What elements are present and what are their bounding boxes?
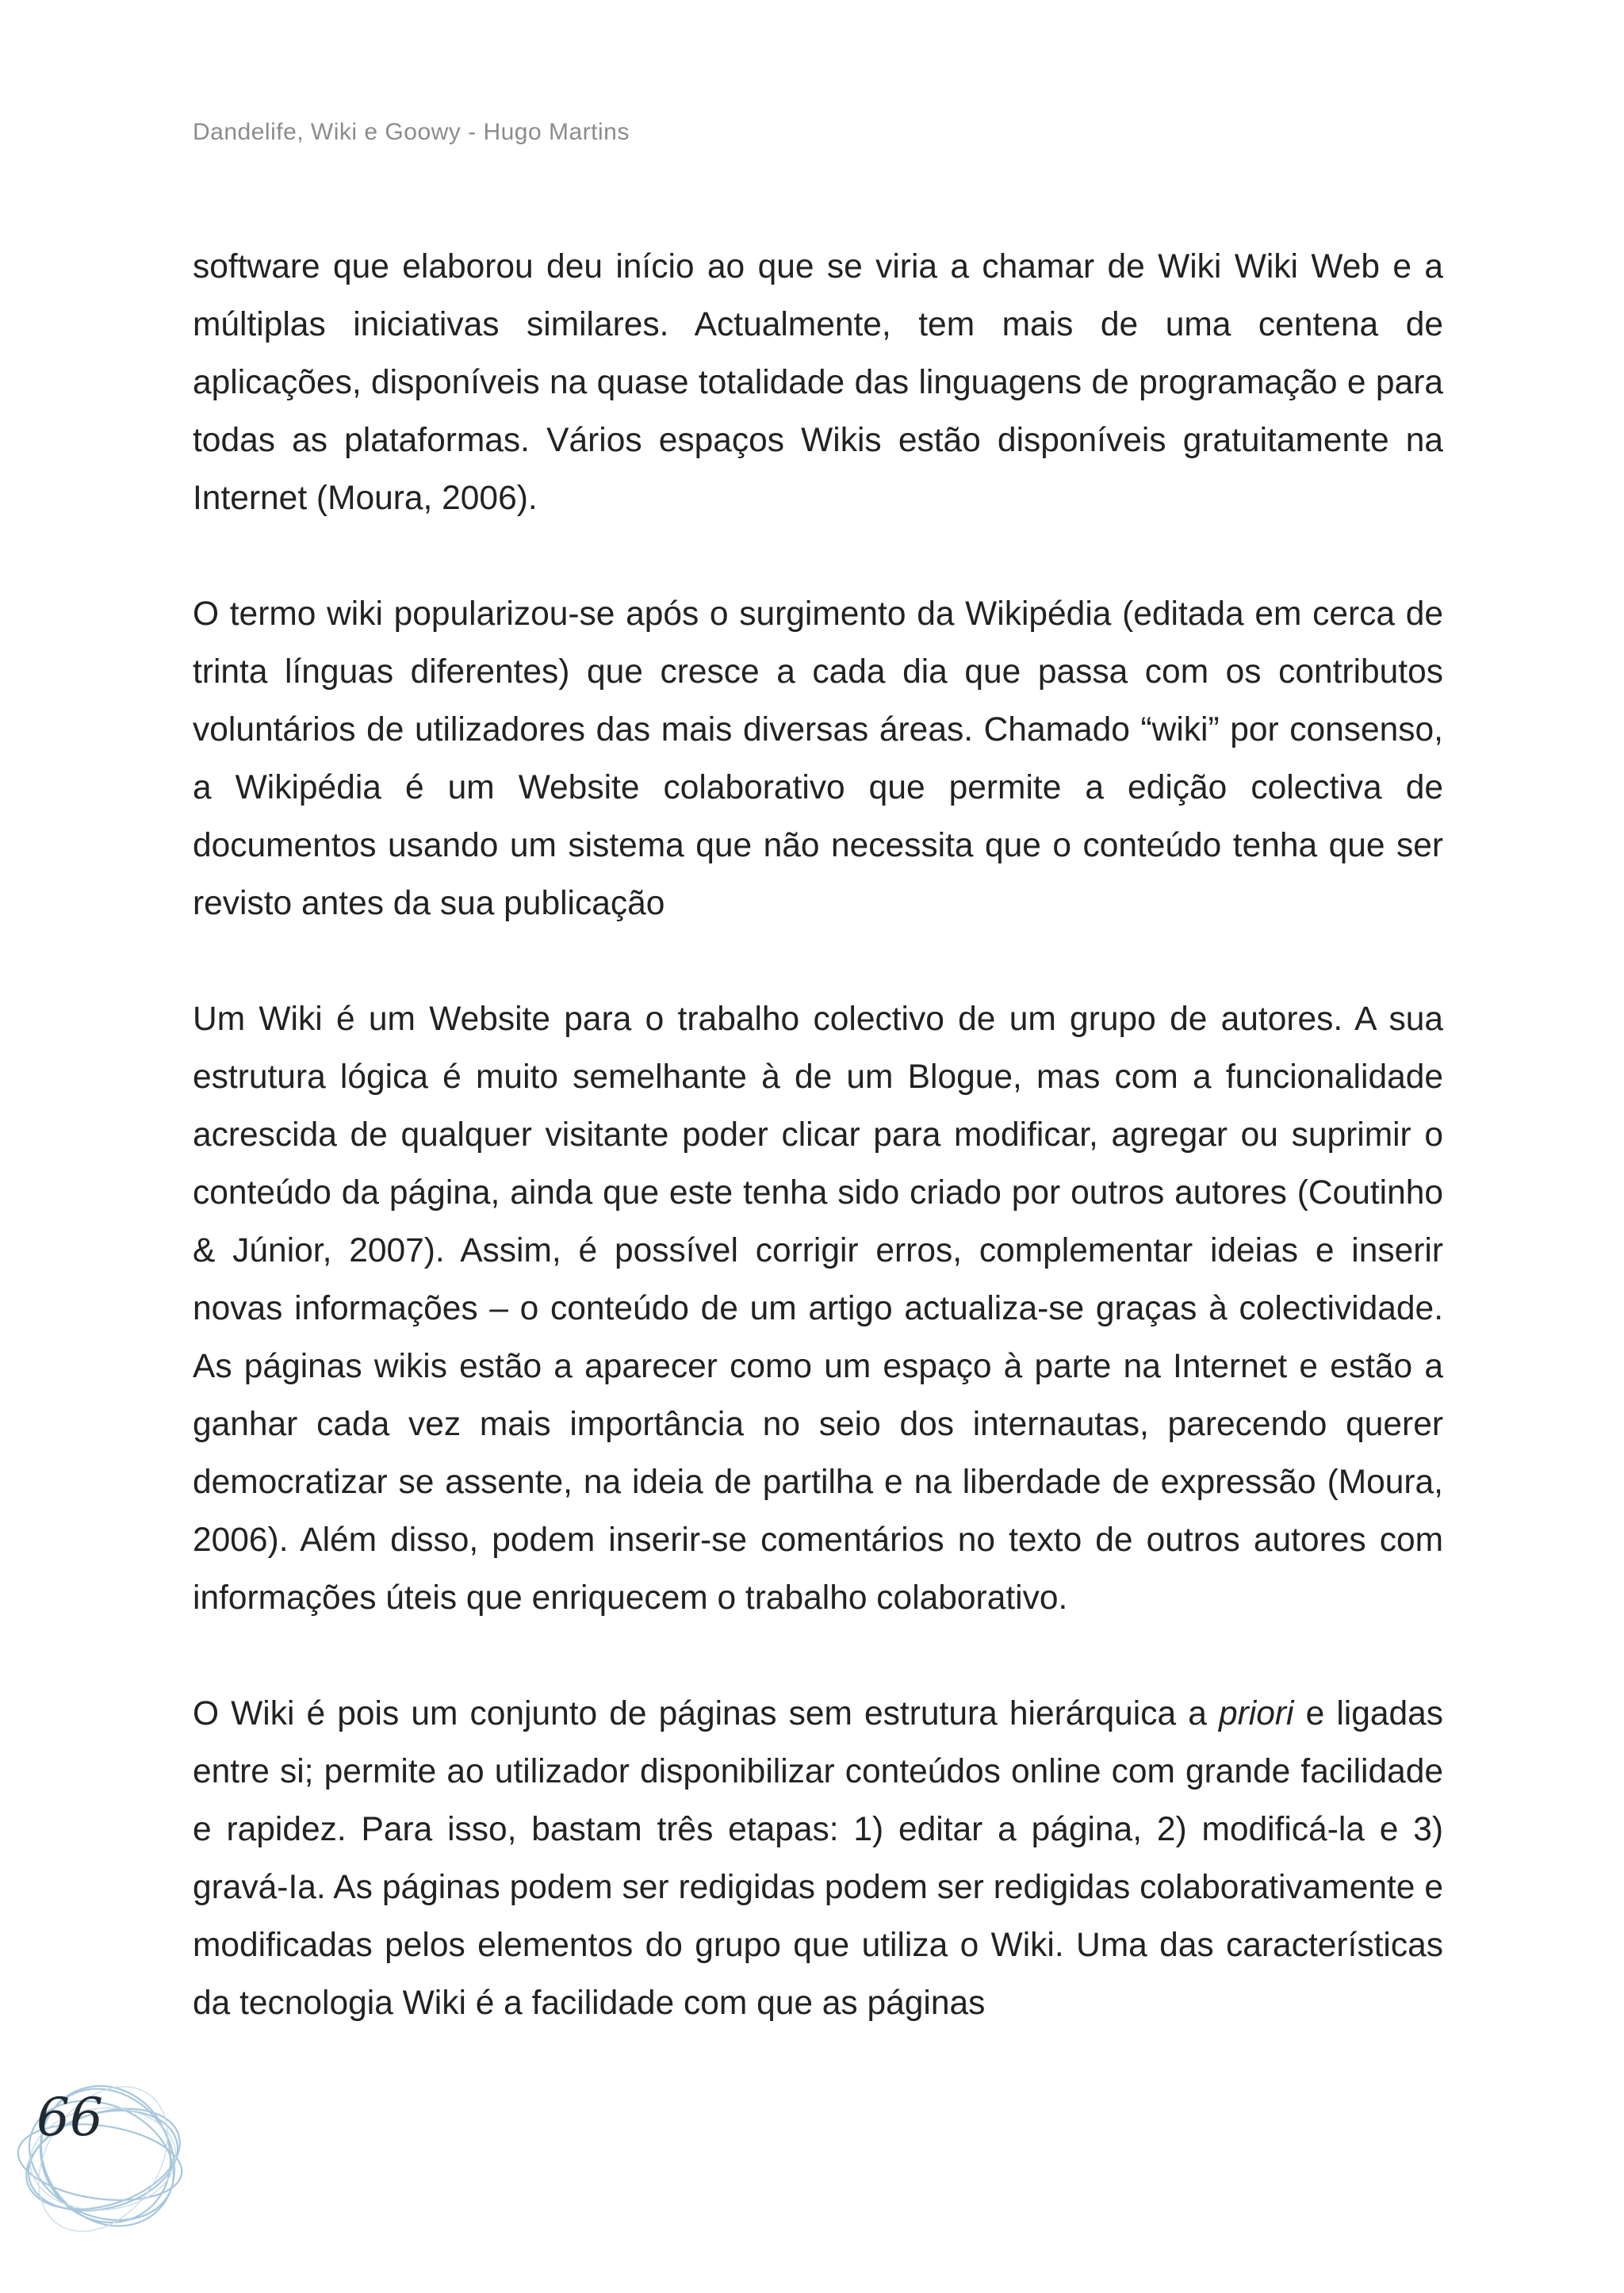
body-text [193, 238, 1443, 2032]
paragraph-4 [193, 1685, 1443, 2032]
paragraph-4-text-before: O Wiki é pois um conjunto de páginas sem estrutura hierárquica a [193, 1695, 1219, 1732]
paragraph-4-italic-word: priori [1219, 1695, 1294, 1732]
paragraph-3: Um Wiki é um Website para o trabalho colectivo de um grupo de autores. A sua estrutura lógica é muito semelhante à de um Blogue, mas com a funcionalidade acrescida de qualquer visitante poder clicar para modificar, agregar ou suprimir o conteúdo da página, ainda que este tenha sido criado por outros autores (Coutinho & Júnior, 2007). Assim, é possível corrigir erros, complementar ideias e inserir novas informações – o conteúdo de um artigo actualiza-se graças à colectividade. As páginas wikis estão a aparecer como um espaço à parte na Internet e estão a ganhar cada vez mais importância no seio dos internautas, parecendo querer democratizar se assente, na ideia de partilha e na liberdade de expressão (Moura, 2006). Além disso, podem inserir-se comentários no texto de outros autores com informações úteis que enriquecem o trabalho colaborativo. [193, 1001, 1443, 1617]
running-header: Dandelife, Wiki e Goowy - Hugo Martins [193, 119, 630, 145]
paragraph-4-text-after: e ligadas entre si; permite ao utilizador disponibilizar conteúdos online com grande facilidade e rapidez. Para isso, bastam três etapas: 1) editar a página, 2) modificá-la e 3) gravá-Ia. As páginas podem ser redigidas podem ser redigidas colaborativamente e modificadas pelos elementos do grupo que utiliza o Wiki. Uma das características da tecnologia Wiki é a facilidade com que as páginas [193, 1695, 1444, 2022]
paragraph-1: software que elaborou deu início ao que se viria a chamar de Wiki Wiki Web e a múltiplas iniciativas similares. Actualmente, tem mais de uma centena de aplicações, disponíveis na quase totalidade das linguagens de programação e para todas as plataformas. Vários espaços Wikis estão disponíveis gratuitamente na Internet (Moura, 2006). [193, 248, 1443, 517]
page-number: 66 [36, 2087, 103, 2148]
paragraph-2: O termo wiki popularizou-se após o surgimento da Wikipédia (editada em cerca de trinta línguas diferentes) que cresce a cada dia que passa com os contributos voluntários de utilizadores das mais diversas áreas. Chamado “wiki” por consenso, a Wikipédia é um Website colaborativo que permite a edição colectiva de documentos usando um sistema que não necessita que o conteúdo tenha que ser revisto antes da sua publicação [193, 595, 1443, 922]
